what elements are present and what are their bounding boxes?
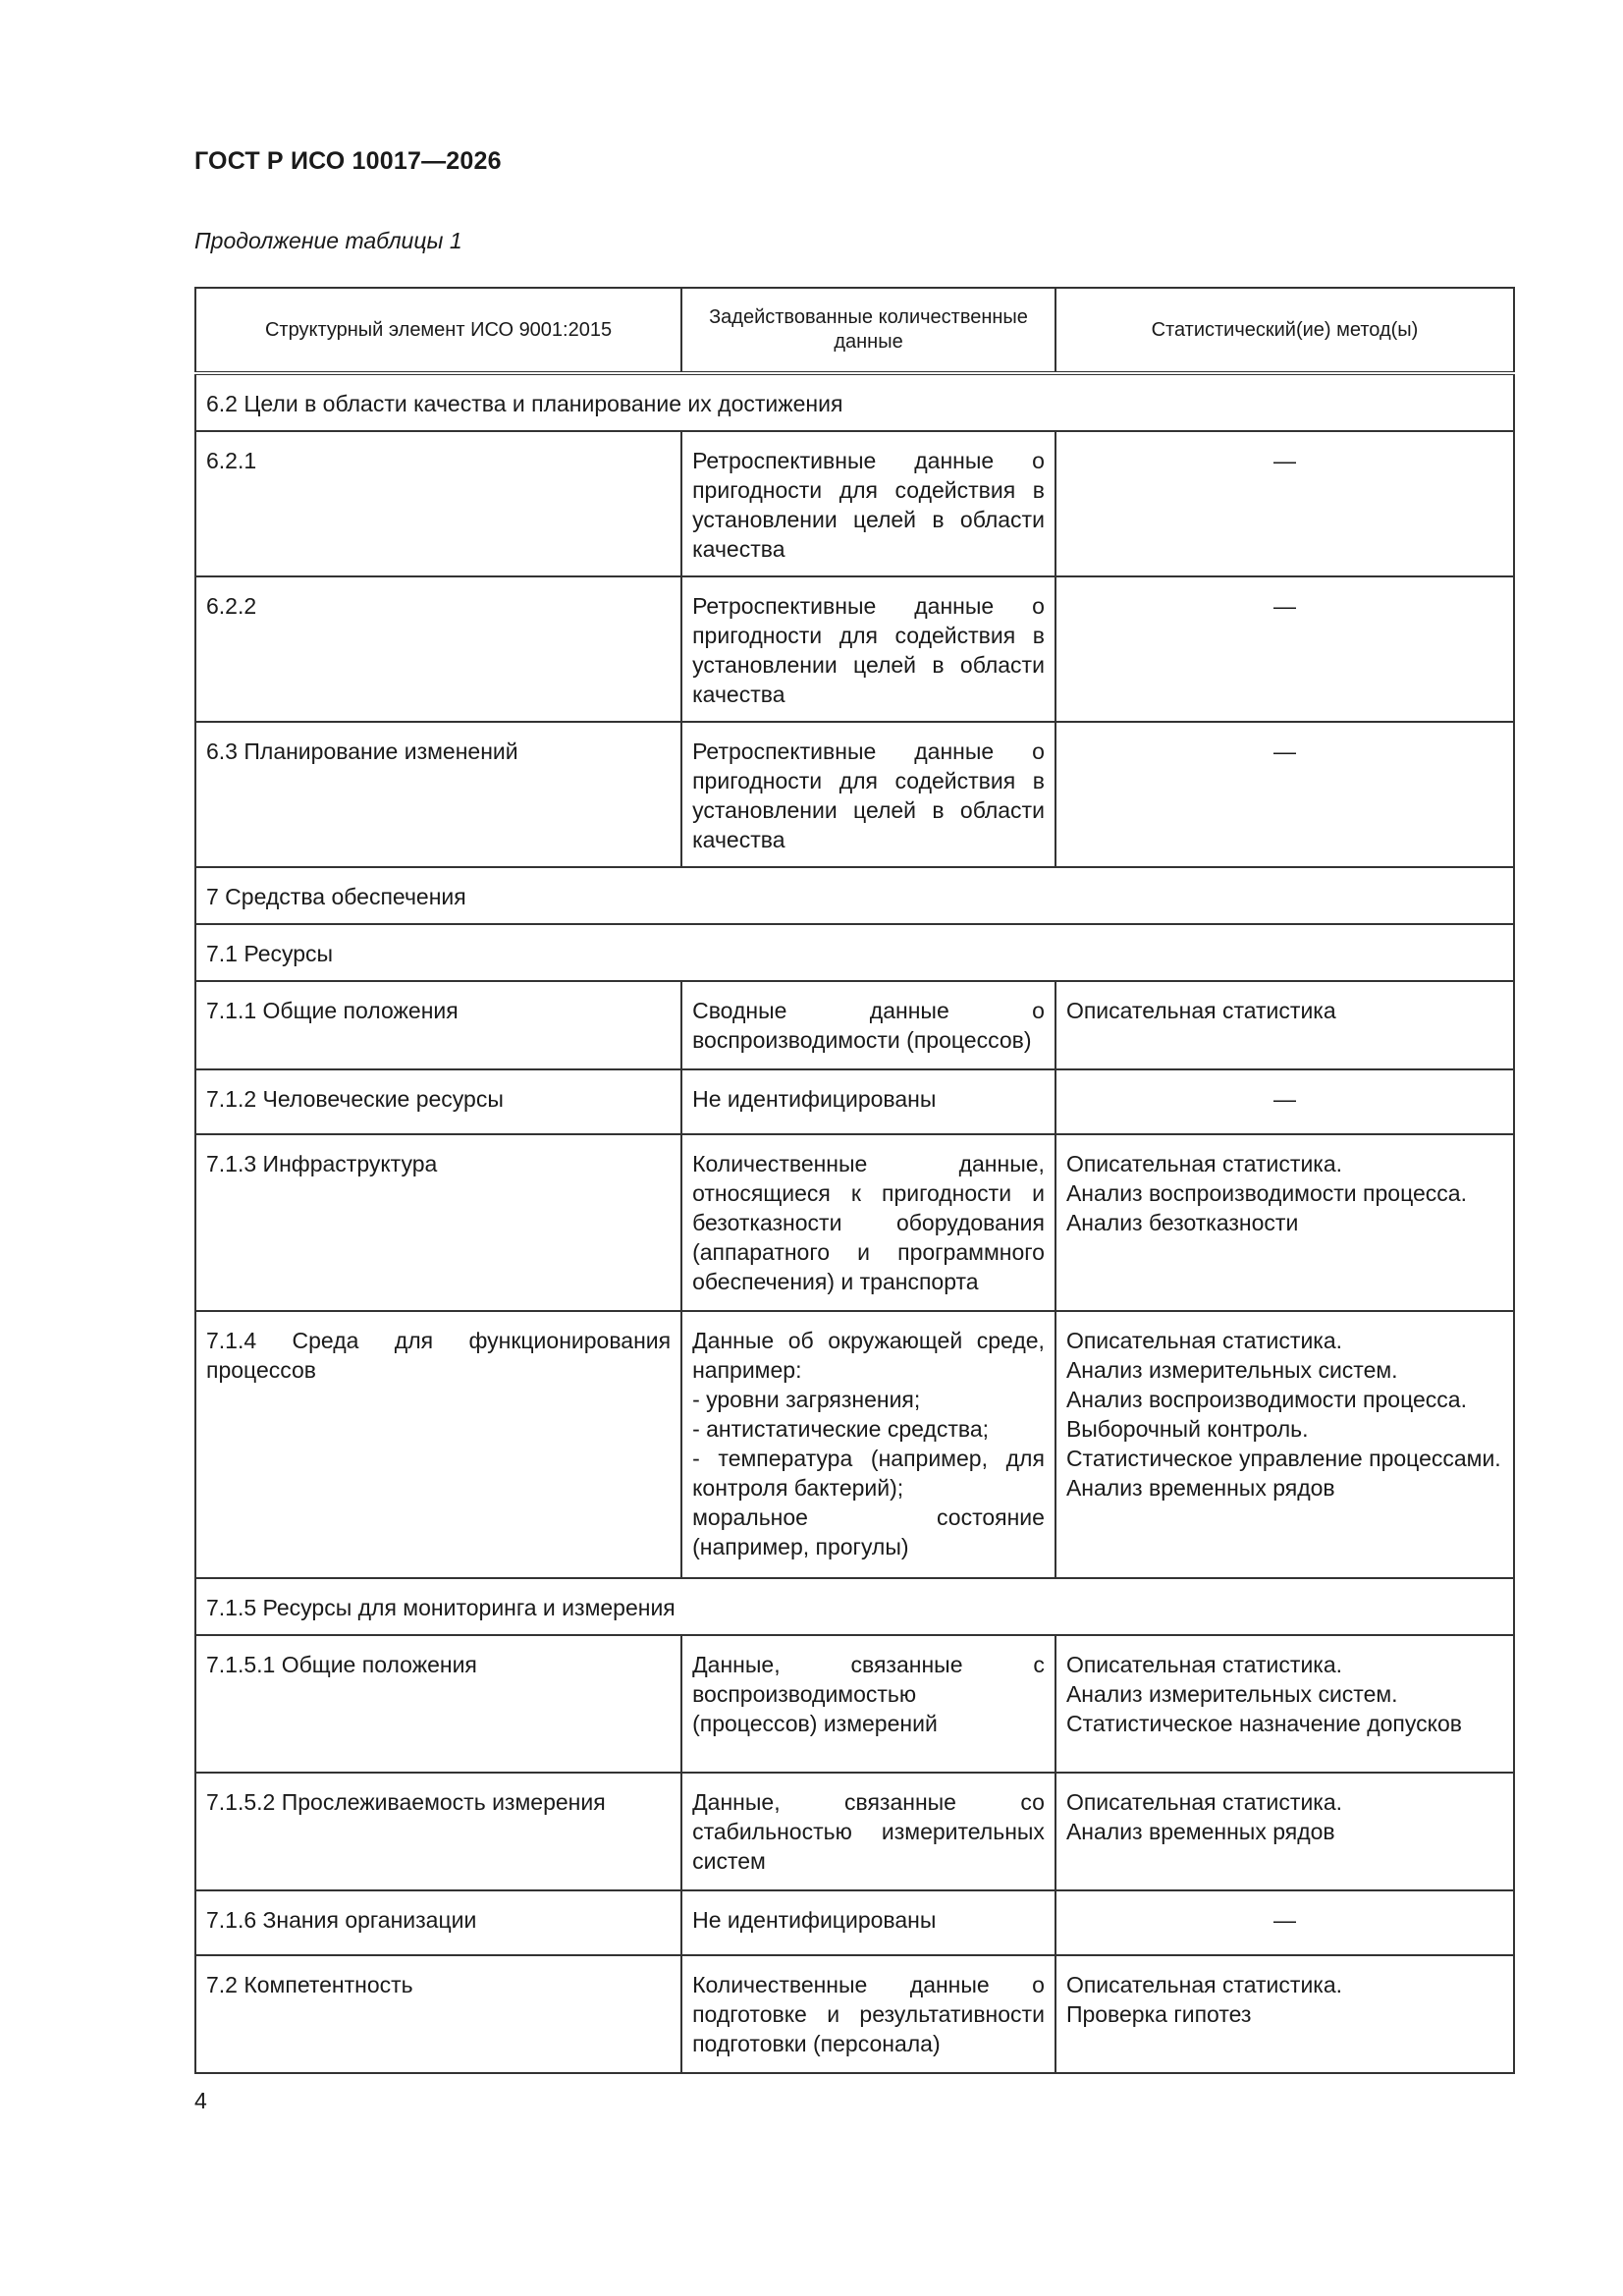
methods-cell: — <box>1055 576 1514 722</box>
table-row-6-2-2 <box>195 576 1514 722</box>
method-line: Анализ безотказности <box>1065 1210 1299 1235</box>
table-row-7-1-5-2 <box>195 1773 1514 1890</box>
data-cell <box>681 1311 1055 1578</box>
element-cell: 7.1.5.2 Прослеживаемость измерения <box>195 1773 681 1890</box>
element-cell: 6.2.2 <box>195 576 681 722</box>
methods-cell <box>1055 1311 1514 1578</box>
data-line: Данные об окружающей среде, например: <box>692 1328 1045 1383</box>
column-header-methods: Статистический(ие) метод(ы) <box>1055 288 1514 373</box>
method-line: Анализ временных рядов <box>1065 1475 1335 1501</box>
method-line: Анализ измерительных систем. <box>1065 1357 1398 1383</box>
methods-cell <box>1055 1635 1514 1773</box>
method-line: Проверка гипотез <box>1065 2001 1252 2027</box>
table-row-section-7-1 <box>195 924 1514 981</box>
element-cell: 7.1.1 Общие положения <box>195 981 681 1069</box>
table-row-6-3 <box>195 722 1514 867</box>
element-cell: 7.1.2 Человеческие ресурсы <box>195 1069 681 1134</box>
element-cell: 6.3 Планирование изменений <box>195 722 681 867</box>
data-line: моральное состояние (например, прогулы) <box>692 1504 1045 1559</box>
method-line: Описательная статистика. <box>1065 1328 1343 1353</box>
methods-cell <box>1055 1134 1514 1311</box>
data-line: - уровни загрязнения; <box>692 1387 921 1412</box>
data-line: - антистатические средства; <box>692 1416 990 1442</box>
element-cell: 7.1.3 Инфраструктура <box>195 1134 681 1311</box>
data-cell: Данные, связанные со стабильностью измерительных систем <box>681 1773 1055 1890</box>
column-header-data: Задействованные количественные данные <box>681 288 1055 373</box>
table-row-7-1-2 <box>195 1069 1514 1134</box>
table-row-section-6-2 <box>195 373 1514 431</box>
table-row-6-2-1 <box>195 431 1514 576</box>
method-line: Анализ воспроизводимости процесса. <box>1065 1180 1467 1206</box>
table-row-7-1-4 <box>195 1311 1514 1578</box>
table-row-7-1-3 <box>195 1134 1514 1311</box>
table-continuation-caption: Продолжение таблицы 1 <box>194 228 462 253</box>
section-heading: 7.1 Ресурсы <box>195 924 1514 981</box>
table-row-7-1-1 <box>195 981 1514 1069</box>
data-cell: Количественные данные о подготовке и результативности подготовки (персонала) <box>681 1955 1055 2073</box>
method-line: Описательная статистика. <box>1065 1151 1343 1176</box>
table-row-section-7-1-5 <box>195 1578 1514 1635</box>
method-line: Статистическое назначение допусков <box>1065 1711 1462 1736</box>
data-cell: Ретроспективные данные о пригодности для содействия в установлении целей в области качества <box>681 431 1055 576</box>
methods-cell: — <box>1055 1069 1514 1134</box>
method-line: Анализ временных рядов <box>1065 1819 1335 1844</box>
method-line: Анализ измерительных систем. <box>1065 1681 1398 1707</box>
methods-cell: — <box>1055 722 1514 867</box>
element-cell: 6.2.1 <box>195 431 681 576</box>
table-header-row <box>195 288 1514 373</box>
section-heading: 7 Средства обеспечения <box>195 867 1514 924</box>
methods-cell: — <box>1055 431 1514 576</box>
methods-cell <box>1055 1773 1514 1890</box>
column-header-element: Структурный элемент ИСО 9001:2015 <box>195 288 681 373</box>
method-line: Описательная статистика. <box>1065 1652 1343 1677</box>
page-number: 4 <box>194 2088 207 2113</box>
methods-cell: Описательная статистика <box>1055 981 1514 1069</box>
methods-cell: — <box>1055 1890 1514 1955</box>
method-line: Выборочный контроль. <box>1065 1416 1309 1442</box>
method-line: Описательная статистика. <box>1065 1789 1343 1815</box>
data-line: - температура (например, для контроля бактерий); <box>692 1446 1045 1501</box>
element-cell: 7.1.6 Знания организации <box>195 1890 681 1955</box>
data-cell: Ретроспективные данные о пригодности для содействия в установлении целей в области качества <box>681 722 1055 867</box>
method-line: Анализ воспроизводимости процесса. <box>1065 1387 1467 1412</box>
data-cell: Количественные данные, относящиеся к пригодности и безотказности оборудования (аппаратного и программного обеспечения) и транспорта <box>681 1134 1055 1311</box>
method-line: Описательная статистика. <box>1065 1972 1343 1997</box>
data-cell: Ретроспективные данные о пригодности для содействия в установлении целей в области качества <box>681 576 1055 722</box>
document-code: ГОСТ Р ИСО 10017—2026 <box>194 147 502 175</box>
section-heading: 6.2 Цели в области качества и планирование их достижения <box>195 373 1514 431</box>
table-row-7-1-6 <box>195 1890 1514 1955</box>
statistical-methods-table <box>194 287 1515 2074</box>
data-cell: Не идентифицированы <box>681 1890 1055 1955</box>
element-cell: 7.2 Компетентность <box>195 1955 681 2073</box>
table-row-7-2 <box>195 1955 1514 2073</box>
data-cell: Данные, связанные с воспроизводимостью (процессов) измерений <box>681 1635 1055 1773</box>
table-row-7-1-5-1 <box>195 1635 1514 1773</box>
data-cell: Не идентифицированы <box>681 1069 1055 1134</box>
table-row-section-7 <box>195 867 1514 924</box>
method-line: Статистическое управление процессами. <box>1065 1446 1501 1471</box>
element-cell: 7.1.4 Среда для функционирования процессов <box>195 1311 681 1578</box>
element-cell: 7.1.5.1 Общие положения <box>195 1635 681 1773</box>
methods-cell <box>1055 1955 1514 2073</box>
data-cell: Сводные данные о воспроизводимости (процессов) <box>681 981 1055 1069</box>
section-heading: 7.1.5 Ресурсы для мониторинга и измерения <box>195 1578 1514 1635</box>
